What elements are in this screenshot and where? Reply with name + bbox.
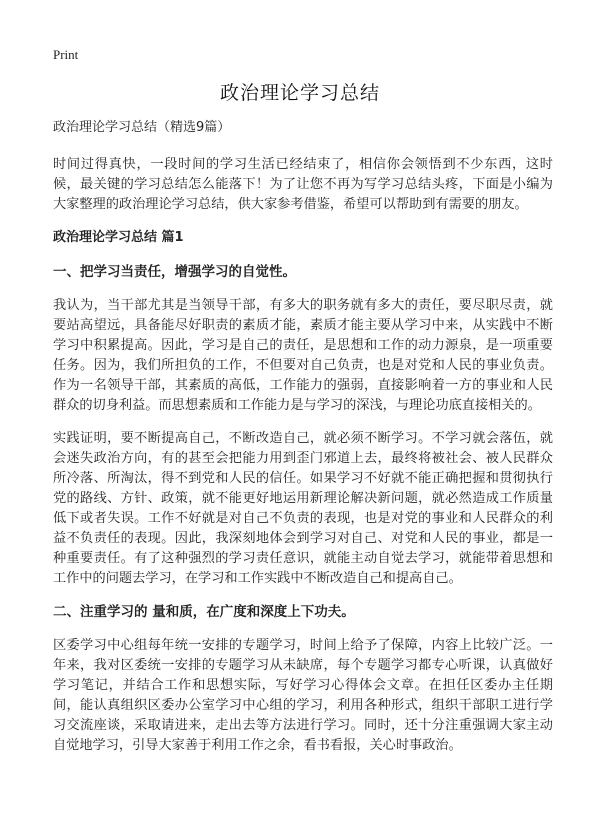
document-body <box>53 118 553 769</box>
article-title: 政治理论学习总结 篇1 <box>53 230 184 245</box>
intro-paragraph: 时间过得真快，一段时间的学习生活已经结束了，相信你会领悟到不少东西，这时候，最关键的学习总结怎么能落下！为了让您不再为写学习总结头疼，下面是小编为大家整理的政治理论学习总结，供大家参考借鉴，希望可以帮助到有需要的朋友。 <box>53 157 553 212</box>
section-2-paragraph-1: 区委学习中心组每年统一安排的专题学习，时间上给予了保障，内容上比较广泛。一年来，我对区委统一安排的专题学习从未缺席，每个专题学习都专心听课，认真做好学习笔记，并结合工作和思想实际，写好学习心得体会文章。在担任区委办主任期间，能认真组织区委办公室学习中心组的学习，利用各种形式，组织干部职工进行学习交流座谈，采取请进来，走出去等方法进行学习。同时，还十分注重强调大家主动自觉地学习，引导大家善于利用工作之余，看书看报，关心时事政治。 <box>53 638 553 753</box>
page-title: 政治理论学习总结 <box>219 82 380 104</box>
section-heading-2: 二、注重学习的 量和质，在广度和深度上下功夫。 <box>53 604 355 620</box>
document-subtitle: 政治理论学习总结（精选9篇） <box>53 120 231 135</box>
print-label[interactable]: Print <box>53 47 79 62</box>
section-1-paragraph-1: 我认为，当干部尤其是当领导干部，有多大的职务就有多大的责任，要尽职尽责，就要站高望远，具备能尽好职责的素质才能，素质才能主要从学习中来，从实践中不断学习中积累提高。因此，学习是自己的责任，是思想和工作的动力源泉，是一项重要任务。因为，我们所担负的工作，不但要对自己负责，也是对党和人民的事业负责。作为一名领导干部，其素质的高低，工作能力的强弱，直接影响着一方的事业和人民群众的切身利益。而思想素质和工作能力是与学习的深浅，与理论功底直接相关的。 <box>53 298 553 413</box>
section-1-paragraph-2: 实践证明，要不断提高自己，不断改造自己，就必须不断学习。不学习就会落伍，就会迷失政治方向，有的甚至会把能力用到歪门邪道上去，最终将被社会、被人民群众所冷落、所淘汰，得不到党和人民的信任。如果学习不好就不能正确把握和贯彻执行党的路线、方针、政策，就不能更好地运用新理论解决新问题，就必然造成工作质量低下或者失误。工作不好就是对自己不负责的表现，也是对党的事业和人民群众的利益不负责任的表现。因此，我深刻地体会到学习对自己、对党和人民的事业，都是一种重要责任。有了这种强烈的学习责任意识，就能主动自觉去学习，就能带着思想和工作中的问题去学习，在学习和工作实践中不断改造自己和提高自己。 <box>53 431 553 586</box>
section-heading-1: 一、把学习当责任，增强学习的自觉性。 <box>53 264 296 280</box>
